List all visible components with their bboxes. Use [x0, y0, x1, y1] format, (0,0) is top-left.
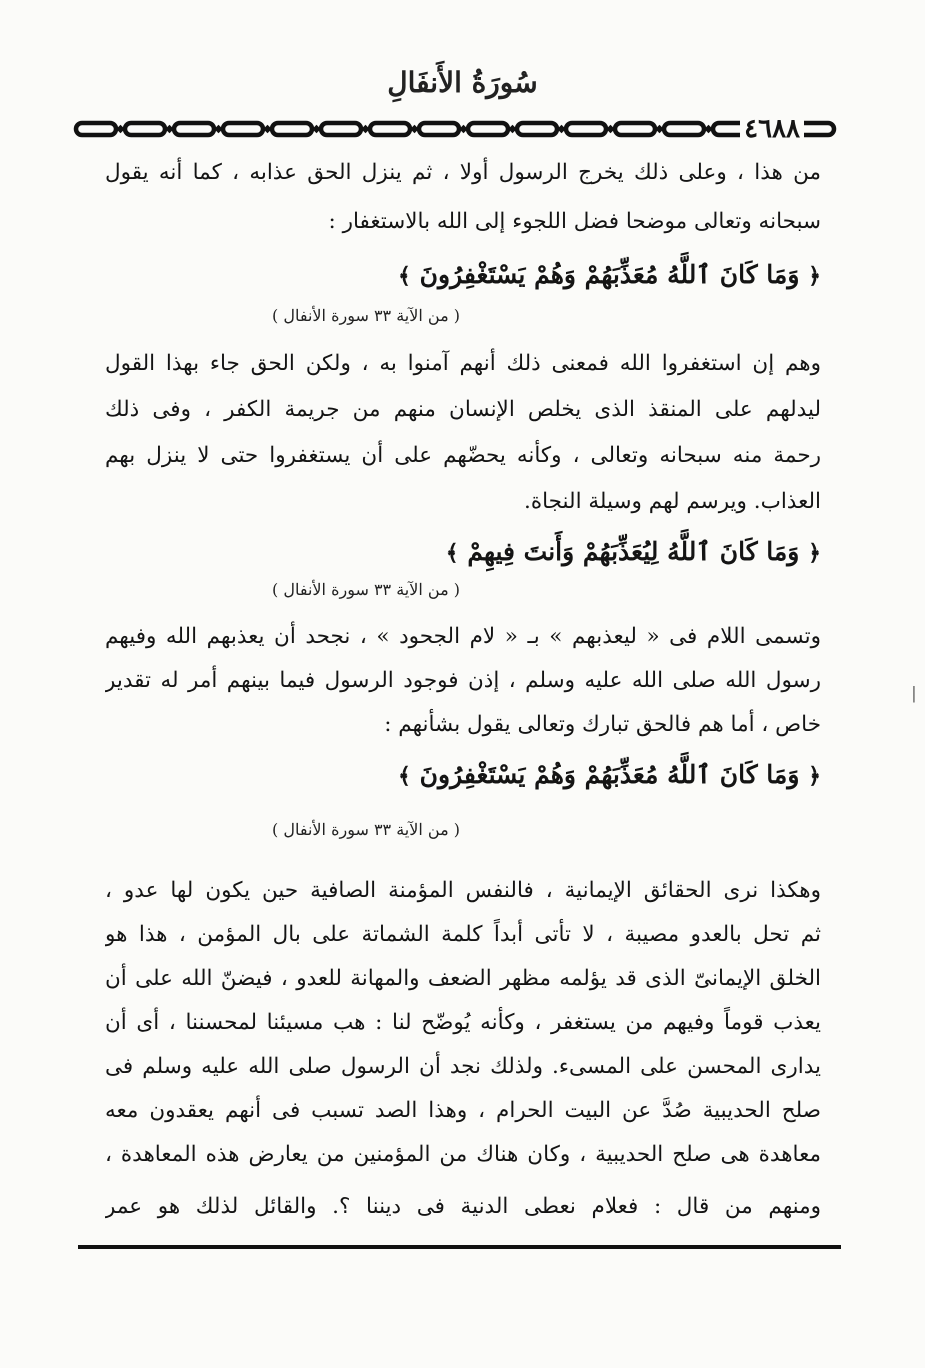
- verse-close-bracket: ﴾: [398, 263, 411, 289]
- quran-verse: [105, 255, 821, 296]
- text-line: ومنهم من قال : فعلام نعطى الدنية فى ديننا ؟. والقائل لذلك هو عمر: [105, 1194, 821, 1219]
- verse-close-bracket: ﴾: [445, 540, 459, 566]
- page-header-ornament: [70, 112, 840, 146]
- text-line: خاص ، أما هم فالحق تبارك وتعالى يقول بشأنهم :: [384, 712, 821, 737]
- text-line: وتسمى اللام فى « ليعذبهم » بـ « لام الجحود » ، نجحد أن يعذبهم الله وفيهم: [105, 624, 821, 649]
- decorative-border-icon: [70, 112, 840, 146]
- margin-mark: ׀: [910, 688, 918, 704]
- verse-open-bracket: ﴿: [808, 540, 821, 566]
- page-number: ٤٦٨٨: [740, 112, 804, 146]
- surah-title: سُورَةُ الأَنفَالِ: [387, 66, 538, 99]
- text-line: ثم تحل بالعدو مصيبة ، لا تأتى أبداً كلمة الشماتة على بال المؤمن ، هذا هو: [105, 922, 821, 947]
- verse-reference: ( من الآية ٣٣ سورة الأنفال ): [272, 306, 460, 325]
- verse-text: وَمَا كَانَ ٱللَّهُ لِيُعَذِّبَهُمْ وَأَنتَ فِيهِمْ: [467, 537, 800, 566]
- text-line: الخلق الإيمانىّ الذى قد يؤلمه مظهر الضعف والمهانة للعدو ، فيضنّ الله على أن: [105, 966, 821, 991]
- text-line: ليدلهم على المنقذ الذى يخلص الإنسان منهم من جريمة الكفر ، وفى ذلك: [105, 397, 821, 422]
- text-line: من هذا ، وعلى ذلك يخرج الرسول أولا ، ثم ينزل الحق عذابه ، كما أنه يقول: [105, 160, 821, 185]
- verse-text: وَمَا كَانَ ٱللَّهُ مُعَذِّبَهُمْ وَهُمْ يَسْتَغْفِرُونَ: [419, 260, 800, 289]
- text-line: سبحانه وتعالى موضحا فضل اللجوء إلى الله بالاستغفار :: [328, 209, 821, 234]
- verse-open-bracket: ﴿: [808, 763, 821, 789]
- text-line: صلح الحديبية صُدَّ عن البيت الحرام ، وهذا الصد تسبب فى أنهم يعقدون معه: [105, 1098, 821, 1123]
- verse-reference: ( من الآية ٣٣ سورة الأنفال ): [272, 580, 460, 599]
- text-line: يدارى المحسن على المسىء. ولذلك نجد أن الرسول صلى الله عليه وسلم فى: [105, 1054, 821, 1079]
- verse-close-bracket: ﴾: [398, 763, 411, 789]
- text-line: العذاب. ويرسم لهم وسيلة النجاة.: [524, 489, 821, 514]
- footer-divider: [78, 1245, 841, 1249]
- text-line: معاهدة هى صلح الحديبية ، وكان هناك من المؤمنين من يعارض هذه المعاهدة ،: [105, 1142, 821, 1167]
- text-line: رحمة منه سبحانه وتعالى ، وكأنه يحضّهم على أن يستغفروا حتى لا ينزل بهم: [105, 443, 821, 468]
- verse-reference: ( من الآية ٣٣ سورة الأنفال ): [272, 820, 460, 839]
- quran-verse: [105, 532, 821, 573]
- text-line: رسول الله صلى الله عليه وسلم ، إذن فوجود الرسول فيما بينهم أمر له تقدير: [105, 668, 821, 693]
- verse-open-bracket: ﴿: [808, 263, 821, 289]
- text-line: يعذب قوماً وفيهم من يستغفر ، وكأنه يُوضّح لنا : هب مسيئنا لمحسننا ، أى أن: [105, 1010, 821, 1035]
- text-line: وهم إن استغفروا الله فمعنى ذلك أنهم آمنوا به ، ولكن الحق جاء بهذا القول: [105, 351, 821, 376]
- text-line: وهكذا نرى الحقائق الإيمانية ، فالنفس المؤمنة الصافية حين يكون لها عدو ،: [105, 878, 821, 903]
- verse-text: وَمَا كَانَ ٱللَّهُ مُعَذِّبَهُمْ وَهُمْ يَسْتَغْفِرُونَ: [419, 760, 800, 789]
- quran-verse: [105, 755, 821, 796]
